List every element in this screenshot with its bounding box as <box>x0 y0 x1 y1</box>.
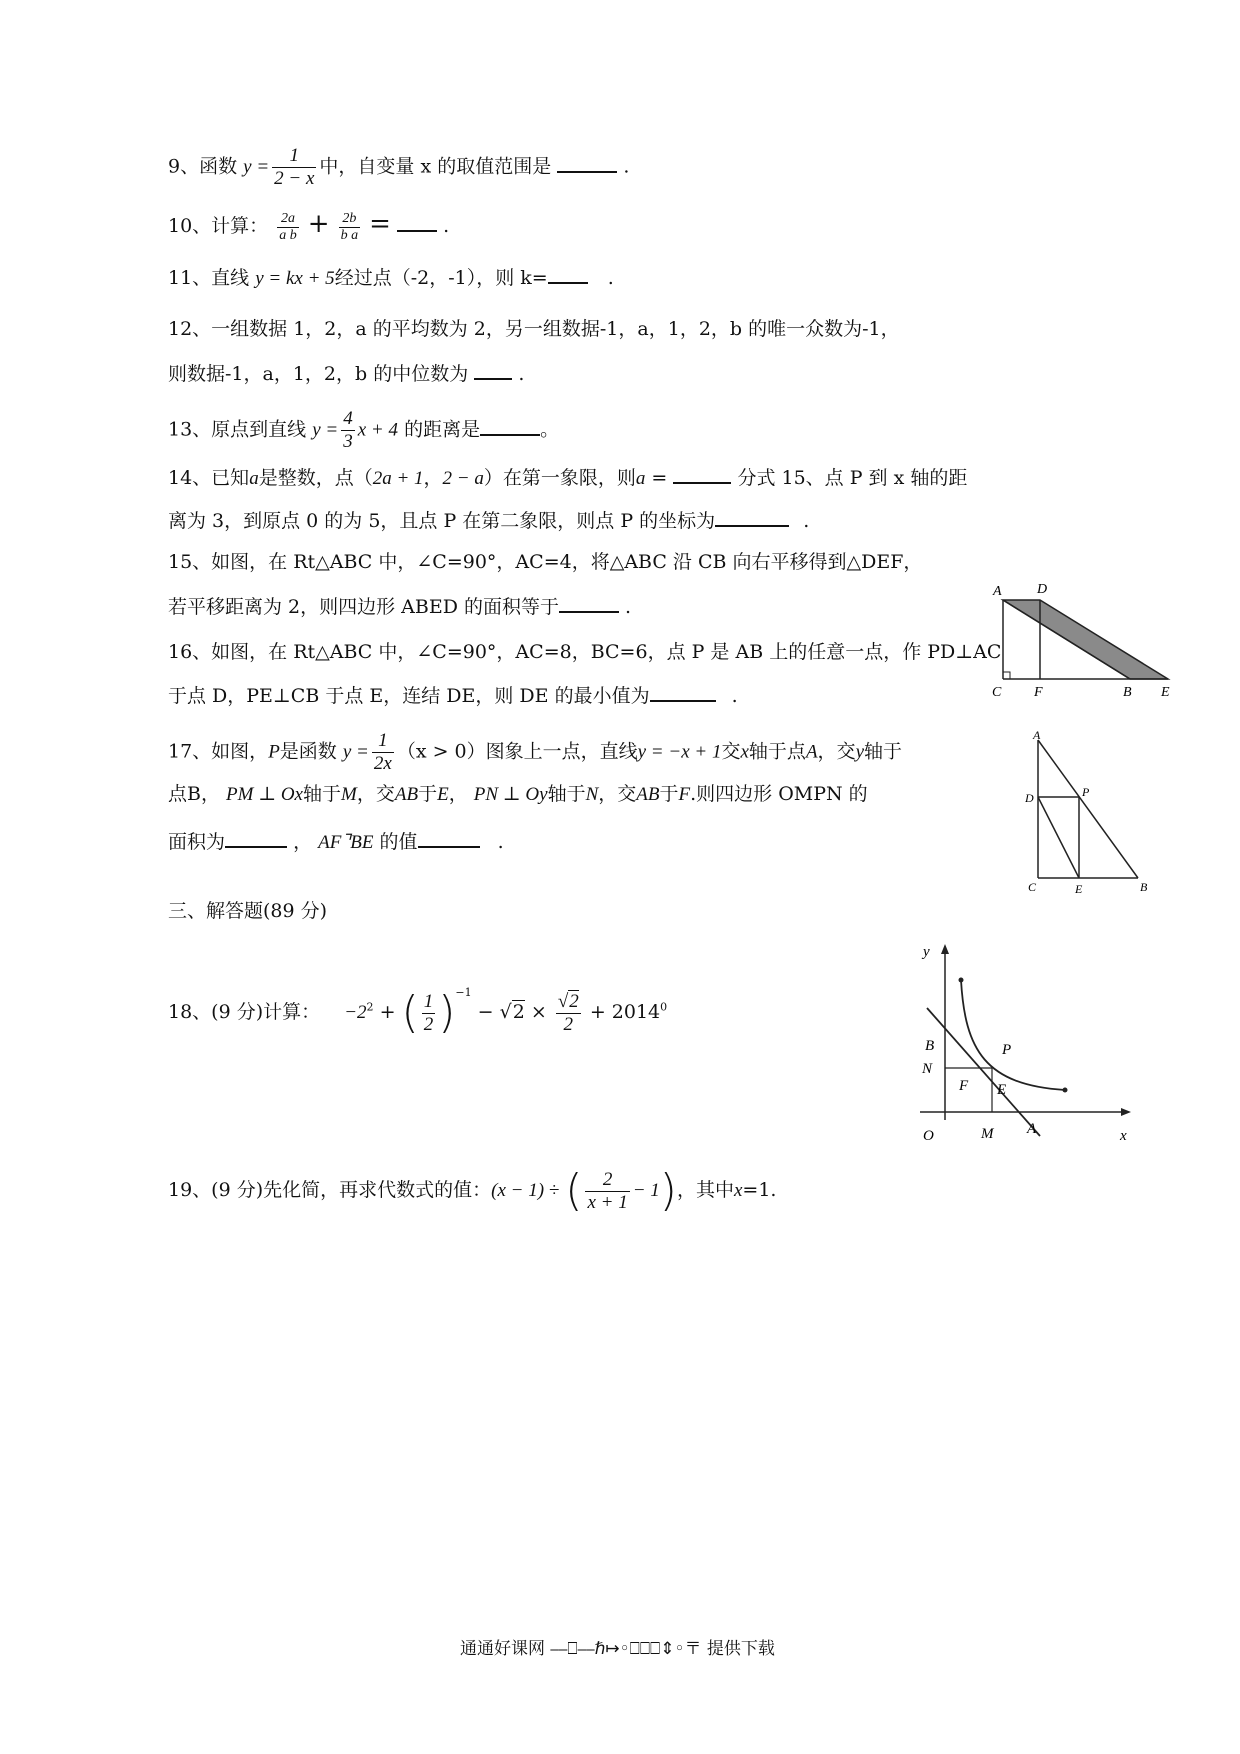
q18-half-fraction <box>422 991 436 1036</box>
q17-e: E <box>437 784 449 805</box>
q18-plus-2014: + 2014 <box>589 1001 661 1023</box>
q17-at-2: 于 <box>659 783 679 805</box>
q14-answer-blank <box>673 462 731 484</box>
question-15-line-2 <box>168 591 631 621</box>
q10-fraction-1 <box>277 211 299 244</box>
q17-axis: 轴于 <box>864 740 903 763</box>
q18-exponent-1: 2 <box>366 1000 374 1014</box>
question-16-line-2 <box>168 680 738 710</box>
fig15-label-c: C <box>992 685 1002 700</box>
q13-denominator: 3 <box>343 431 353 452</box>
question-10 <box>168 210 449 244</box>
q9-prefix: 9、函数 <box>168 155 238 178</box>
q10-f2-denominator: b a <box>340 227 359 243</box>
q9-suffix: 中，自变量 x 的取值范围是 <box>319 155 552 178</box>
q18-plus-1: + <box>379 1001 396 1023</box>
q16-line2-text: 于点 D，PE⊥CB 于点 E，连结 DE，则 DE 的最小值为 <box>168 685 650 707</box>
q17-cross-ab-2: ，交 <box>598 783 637 805</box>
q17-f: F <box>678 784 691 805</box>
q14-end: . <box>803 510 810 532</box>
question-11 <box>168 262 614 293</box>
q18-exponent-3: 0 <box>660 1000 668 1014</box>
figure-17-coordinate-diagram <box>905 940 1145 1160</box>
q19-x: x <box>733 1180 743 1201</box>
q17-axis-at: 轴于点 <box>748 740 806 763</box>
q19-numerator: 2 <box>585 1169 629 1192</box>
q12-end: . <box>518 363 525 385</box>
q16-answer-blank <box>650 680 716 702</box>
question-16-line-1: 16、如图，在 Rt△ABC 中，∠C=90°，AC=8，BC=6，点 P 是 AB 上的任意一点，作 PD⊥AC <box>168 641 1002 663</box>
q14-prefix: 14、已知 <box>168 467 250 489</box>
q10-f2-numerator: 2b <box>339 211 361 228</box>
q18-root-numerator: √2 <box>557 990 579 1012</box>
q17-a: A <box>805 741 818 763</box>
q18-prefix: 18、(9 分)计算： <box>168 1001 321 1023</box>
fig17-label-b: B <box>925 1038 935 1054</box>
q17-tail-2: .则四边形 OMPN 的 <box>690 783 868 805</box>
q13-tail: x + 4 <box>357 419 399 441</box>
q12-answer-blank <box>474 358 512 380</box>
q15-answer-blank <box>559 591 619 613</box>
q17-answer-blank-1 <box>225 826 287 848</box>
q9-answer-blank <box>557 151 617 173</box>
fig17-label-o: O <box>923 1128 934 1144</box>
q17-end: . <box>497 831 504 853</box>
q14-suffix: 分式 15、点 P 到 x 轴的距 <box>737 467 968 489</box>
q17-comma: ， <box>448 783 468 805</box>
fig17-label-m: M <box>981 1126 994 1142</box>
q18-right-paren: ) <box>438 987 456 1038</box>
q17-is-function: 是函数 <box>279 740 337 763</box>
q17-p: P <box>268 741 280 763</box>
q16-end: . <box>731 685 738 707</box>
hyperbola-curve <box>961 980 1065 1090</box>
q13-end: 。 <box>540 418 560 441</box>
q14-mid-2: ）在第一象限，则 <box>483 467 636 489</box>
q14-expr-2: 2 − a <box>442 468 484 489</box>
q11-end: . <box>607 267 614 289</box>
q10-plus: + <box>307 209 330 239</box>
q18-radicand-1: 2 <box>512 1001 525 1023</box>
question-18 <box>168 963 668 1038</box>
fig16-label-a: A <box>1033 730 1041 742</box>
q10-answer-blank <box>397 210 437 232</box>
q13-y-eq: y = <box>312 419 339 441</box>
q17-cross-y: ，交 <box>817 740 856 763</box>
q19-value: =1. <box>742 1179 777 1201</box>
q17-fraction <box>372 730 394 775</box>
fig15-label-a: A <box>993 584 1002 599</box>
q17-cross-ab: ，交 <box>356 783 395 805</box>
q18-half-numerator: 1 <box>423 990 434 1012</box>
q17-line3-prefix: 面积为 <box>168 831 226 853</box>
q11-expression: y = kx + 5 <box>255 268 335 289</box>
q17-denominator: 2x <box>373 753 392 774</box>
q17-answer-blank-2 <box>418 826 480 848</box>
q17-prefix: 17、如图， <box>168 740 269 763</box>
q11-suffix: 经过点（-2，-1），则 k= <box>334 267 548 289</box>
q17-af-be: AF⌝BE <box>318 832 374 853</box>
question-17-line-3 <box>168 826 504 857</box>
q14-mid: 是整数，点（ <box>258 467 373 489</box>
q18-root-fraction <box>556 991 581 1036</box>
q18-exponent-2: −1 <box>455 986 472 999</box>
q18-term-1: −2 <box>344 1002 367 1023</box>
line-ab <box>927 1008 1040 1136</box>
figure-16-triangle-diagram <box>1025 730 1175 900</box>
q19-denominator: x + 1 <box>587 1191 628 1213</box>
q17-condition: （x > 0）图象上一点，直线 <box>396 740 638 763</box>
q15-end: . <box>625 596 632 618</box>
q10-f1-denominator: a b <box>279 227 297 243</box>
q17-n: N <box>585 784 599 805</box>
q9-fraction <box>272 145 316 190</box>
q18-sqrt-sign: √ <box>499 1001 512 1023</box>
q13-numerator: 4 <box>343 408 353 429</box>
q17-m: M <box>341 784 357 805</box>
fig17-label-n: N <box>922 1061 933 1077</box>
q11-prefix: 11、直线 <box>168 267 250 289</box>
q9-y-eq: y = <box>243 156 270 178</box>
question-13 <box>168 408 559 453</box>
q17-ab: AB <box>394 784 419 805</box>
fig15-label-b: B <box>1123 685 1132 700</box>
q18-left-paren: ( <box>401 987 419 1038</box>
q19-prefix: 19、(9 分)先化简，再求代数式的值： <box>168 1179 492 1201</box>
q17-y-eq: y = <box>342 741 369 763</box>
q10-end: . <box>443 215 450 237</box>
q19-minus-1: − 1 <box>632 1180 660 1201</box>
question-14-line-1 <box>168 462 967 493</box>
q17-pm-perp: PM ⊥ Ox <box>226 784 303 805</box>
fig17-label-x: x <box>1120 1128 1127 1144</box>
q9-end: . <box>623 155 630 178</box>
q17-ab-2: AB <box>636 784 660 805</box>
q10-prefix: 10、计算： <box>168 215 269 237</box>
q14-answer-blank-2 <box>715 505 789 527</box>
q17-x: x <box>740 741 749 763</box>
q19-suffix: ，其中 <box>676 1179 734 1201</box>
fig16-label-p: P <box>1082 785 1090 799</box>
question-17-line-1 <box>168 730 902 775</box>
q18-minus: − <box>477 1001 494 1023</box>
q13-suffix: 的距离是 <box>404 418 481 441</box>
fig15-label-f: F <box>1034 685 1043 700</box>
q19-expression-1: (x − 1) ÷ <box>491 1180 560 1201</box>
question-19 <box>168 1160 776 1220</box>
q19-left-paren: ( <box>565 1165 583 1216</box>
q17-value-of: 的值 <box>379 831 418 853</box>
q9-denominator: 2 − x <box>274 168 315 189</box>
q10-f1-numerator: 2a <box>277 211 299 228</box>
question-12-line-2 <box>168 358 524 388</box>
q14-expr-1: 2a + 1 <box>372 468 424 489</box>
q17-axis-at-m: 轴于 <box>302 783 341 805</box>
q14-equals: = <box>645 467 668 489</box>
q18-root-denominator: 2 <box>563 1013 574 1035</box>
q17-line2-b: 点B， <box>168 783 220 805</box>
question-12-line-1: 12、一组数据 1，2，a 的平均数为 2，另一组数据-1，a，1，2，b 的唯一众数为-1， <box>168 318 900 340</box>
q15-line2-text: 若平移距离为 2，则四边形 ABED 的面积等于 <box>168 596 559 618</box>
q13-fraction <box>341 408 355 453</box>
fig15-label-e: E <box>1161 685 1170 700</box>
fig16-label-e: E <box>1075 882 1083 896</box>
fig15-label-d: D <box>1037 582 1048 597</box>
question-15-line-1: 15、如图，在 Rt△ABC 中，∠C=90°，AC=4，将△ABC 沿 CB 向右平移得到△DEF， <box>168 551 923 573</box>
fig17-label-a: A <box>1027 1121 1037 1137</box>
q11-answer-blank <box>548 262 588 284</box>
section-3-title: 三、解答题(89 分) <box>168 900 328 922</box>
q18-radicand-2: 2 <box>569 990 579 1012</box>
q13-prefix: 13、原点到直线 <box>168 418 307 441</box>
q17-y: y <box>855 741 864 763</box>
q14-a-2: a <box>635 468 646 489</box>
q17-pn-perp: PN ⊥ Oy <box>473 784 548 805</box>
figure-15-translation-diagram <box>985 575 1185 700</box>
fig17-label-y: y <box>923 944 930 960</box>
footer-download-note: 通通好课网 ⎯⎯⎕⎯⎯ℏ↦◦⎕⎕⎕⇕◦〒 提供下载 <box>460 1639 775 1659</box>
q17-axis-at-n: 轴于 <box>547 783 586 805</box>
q19-right-paren: ) <box>659 1165 677 1216</box>
q10-fraction-2 <box>339 211 361 244</box>
fig16-label-b: B <box>1140 880 1148 894</box>
q17-cross-x: 交 <box>721 740 741 763</box>
q13-answer-blank <box>480 414 540 436</box>
q14-a: a <box>249 468 259 489</box>
q17-sep: ， <box>293 831 313 853</box>
q18-times: × <box>530 1001 547 1023</box>
q12-line2-text: 则数据-1，a，1，2，b 的中位数为 <box>168 363 469 385</box>
fig17-label-f: F <box>959 1078 969 1094</box>
q17-numerator: 1 <box>372 730 394 753</box>
question-14-line-2 <box>168 505 809 535</box>
q18-half-denominator: 2 <box>423 1013 434 1035</box>
q9-numerator: 1 <box>272 145 316 168</box>
q17-at: 于 <box>418 783 438 805</box>
q19-fraction <box>585 1169 629 1214</box>
shaded-quadrilateral-abed <box>1003 600 1168 679</box>
q14-line2-text: 离为 3，到原点 0 的为 5，且点 P 在第二象限，则点 P 的坐标为 <box>168 510 716 532</box>
fig16-label-d: D <box>1025 791 1034 805</box>
fig16-label-c: C <box>1028 880 1037 894</box>
q10-equals: = <box>369 209 391 239</box>
fig17-label-e: E <box>997 1082 1007 1098</box>
q17-line-expression: y = −x + 1 <box>637 741 722 763</box>
q14-comma: ， <box>423 467 443 489</box>
question-17-line-2 <box>168 780 868 809</box>
fig17-label-p: P <box>1002 1042 1012 1058</box>
question-9 <box>168 145 629 190</box>
